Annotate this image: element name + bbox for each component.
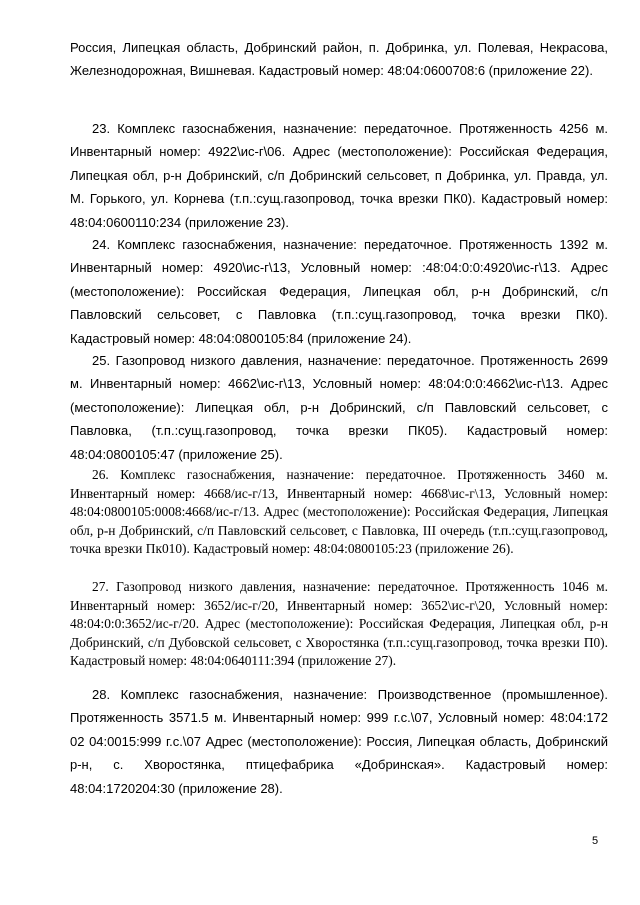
paragraph-item-23: 23. Комплекс газоснабжения, назначение: передаточное. Протяженность 4256 м. Инвентарный номер: 4922\ис-г\06. Адрес (местоположение): Российская Федерация, Липецкая обл, р-н Добринский, с/п Добринский сельсовет, п Добринка, ул. Правда, ул. М. Горького, ул. Корнева (т.п.:сущ.газопровод, точка врезки ПК0). Кадастровый номер: 48:04:0600110:234 (приложение 23). [70,121,608,230]
paragraph-item-28: 28. Комплекс газоснабжения, назначение: Производственное (промышленное). Протяженность 3571.5 м. Инвентарный номер: 999 г.с.\07, Условный номер: 48:04:172 02 04:0015:999 г.с.\07 Адрес (местоположение): Россия, Липецкая область, Добринский р-н, с. Хворостянка, птицефабрика «Добринская». Кадастровый номер: 48:04:1720204:30 (приложение 28). [70,687,608,796]
paragraph-item-27: 27. Газопровод низкого давления, назначение: передаточное. Протяженность 1046 м. Инвентарный номер: 3652/ис-г/20, Инвентарный номер: 3652\ис-г\20, Условный номер: 48:04:0:0:3652/ис-г/20. Адрес (местоположение): Российская Федерация, Липецкая обл, р-н Добринский, с/п Дубовской сельсовет, с Хворостянка (т.п.:сущ.газопровод, точка врезки П0). Кадастровый номер: 48:04:0640111:394 (приложение 27). [70,579,608,669]
paragraph-item-25: 25. Газопровод низкого давления, назначение: передаточное. Протяженность 2699 м. Инвентарный номер: 4662\ис-г\13, Условный номер: 48:04:0:0:4662\ис-г\13. Адрес (местоположение): Липецкая обл, р-н Добринский, с/п Павловский сельсовет, с Павловка, (т.п.:сущ.газопровод, точка врезки ПК05). Кадастровый номер: 48:04:0800105:47 (приложение 25). [70,353,608,462]
paragraph-continuation: Россия, Липецкая область, Добринский район, п. Добринка, ул. Полевая, Некрасова, Железнодорожная, Вишневая. Кадастровый номер: 48:04:0600708:6 (приложение 22). [70,40,608,79]
paragraph-item-24: 24. Комплекс газоснабжения, назначение: передаточное. Протяженность 1392 м. Инвентарный номер: 4920\ис-г\13, Условный номер: :48:04:0:0:4920\ис-г\13. Адрес (местоположение): Российская Федерация, Липецкая обл, р-н Добринский, с/п Павловский сельсовет, с Павловка (т.п.:сущ.газопровод, точка врезки ПК0). Кадастровый номер: 48:04:0800105:84 (приложение 24). [70,237,608,346]
page-number: 5 [592,835,599,847]
paragraph-item-26: 26. Комплекс газоснабжения, назначение: передаточное. Протяженность 3460 м. Инвентарный номер: 4668/ис-г/13, Инвентарный номер: 4668\ис-г\13, Условный номер: 48:04:0800105:0008:4668/ис-г/13. Адрес (местоположение): Российская Федерация, Липецкая обл, р-н Добринский, с/п Павловский сельсовет, с Павловка, III очередь (т.п.:сущ.газопровод, точка врезки Пк010). Кадастровый номер: 48:04:0800105:23 (приложение 26). [70,467,608,557]
